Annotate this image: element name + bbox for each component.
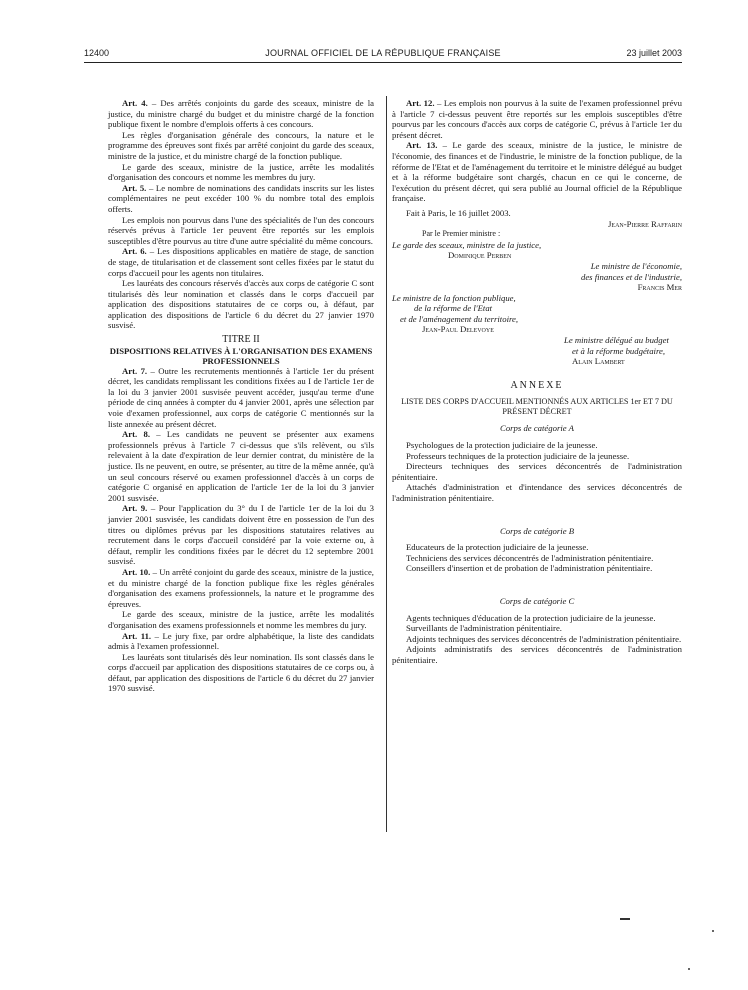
spacer bbox=[392, 504, 682, 520]
article-10: Art. 10. – Un arrêté conjoint du garde des sceaux, ministre de la justice, et du ministre chargé de la fonction publique fixe les règles générales d'organisation des examens professionnels, la nature et le programme des épreuves. bbox=[108, 566, 374, 609]
left-column bbox=[108, 98, 374, 694]
garde-name: Dominique Perben bbox=[448, 250, 512, 261]
page-number: 12400 bbox=[84, 48, 110, 58]
category-b-item: Conseillers d'insertion et de probation de l'administration pénitentiaire. bbox=[406, 563, 653, 574]
fp-title-3: et de l'aménagement du territoire, bbox=[400, 313, 519, 324]
header-rule bbox=[84, 62, 682, 63]
category-c-heading: Corps de catégorie C bbox=[499, 595, 575, 606]
category-a-item: Attachés d'administration et d'intendance des services déconcentrés de l'administration pénitentiaire. bbox=[392, 482, 682, 503]
signature-prime-minister: Jean-Pierre Raffarin bbox=[608, 218, 682, 229]
scan-speck bbox=[620, 918, 630, 920]
article-4-paragraph-2: Les règles d'organisation générale des concours, la nature et le programme des épreuves sont fixés par arrêté conjoint du garde des sceaux, ministre de la justice, et du ministre chargé de la fonction publique. bbox=[108, 129, 374, 161]
article-4: Art. 4. – Des arrêtés conjoints du garde des sceaux, ministre de la justice, du ministre chargé du budget et du ministre chargé de la fonction publique fixent le nombre d'emplois offerts à ces concours. bbox=[108, 98, 374, 130]
category-a-item: Psychologues de la protection judiciaire de la jeunesse. bbox=[406, 440, 598, 451]
scan-speck bbox=[688, 968, 690, 970]
category-a-item: Directeurs techniques des services déconcentrés de l'administration pénitentiaire. bbox=[392, 461, 682, 482]
category-c-item: Surveillants de l'administration pénitentiaire. bbox=[406, 623, 562, 634]
article-4-paragraph-3: Le garde des sceaux, ministre de la justice, arrête les modalités d'organisation des concours et nomme les membres du jury. bbox=[108, 161, 374, 183]
category-a-item: Professeurs techniques de la protection judiciaire de la jeunesse. bbox=[406, 450, 630, 461]
spacer bbox=[392, 574, 682, 590]
article-6-paragraph-2: Les lauréats des concours réservés d'accès aux corps de catégorie C sont titularisés dès leur nomination et classés dans le corps d'accueil par application des dispositions statutaires de ce corps ou, à défaut, par application des dispositions de l'article 6 du décret du 27 janvier 1970 susvisé. bbox=[108, 278, 374, 331]
signing-place-date: Fait à Paris, le 16 juillet 2003. bbox=[406, 207, 511, 218]
article-10-paragraph-2: Le garde des sceaux, ministre de la justice, arrête les modalités d'organisation des examens professionnels et nomme les membres du jury. bbox=[108, 609, 374, 630]
scan-speck bbox=[712, 930, 714, 932]
fp-title-1: Le ministre de la fonction publique, bbox=[392, 292, 516, 303]
eco-title-2: des finances et de l'industrie, bbox=[580, 271, 682, 282]
annexe-subtitle: LISTE DES CORPS D'ACCUEIL MENTIONNÉS AUX ARTICLES 1er ET 7 DU PRÉSENT DÉCRET bbox=[401, 397, 673, 417]
article-13: Art. 13. – Le garde des sceaux, ministre de la justice, le ministre de l'économie, des finances et de l'industrie, le ministre de la fonction publique, de la réforme de l'Etat et de l'aménagement du territoire et le ministre délégué au budget et à la réforme budgétaire sont chargés, chacun en ce qui le concerne, de l'exécution du présent décret, qui sera publié au Journal officiel de la République française. bbox=[392, 140, 683, 204]
article-6: Art. 6. – Les dispositions applicables en matière de stage, de sanction de stage, de titularisation et de classement sont celles fixées par le statut du corps d'accueil pour les agents non titulaires. bbox=[108, 246, 374, 278]
article-5-paragraph-2: Les emplois non pourvus dans l'une des spécialités de l'un des concours réservés prévus à l'article 1er peuvent être reportés sur les emplois susceptibles d'être pourvus au titre d'une autre spécialité du même concours. bbox=[108, 214, 374, 246]
journal-title: JOURNAL OFFICIEL DE LA RÉPUBLIQUE FRANÇAISE bbox=[265, 48, 501, 58]
budget-title-2: et à la réforme budgétaire, bbox=[572, 345, 666, 356]
page-header bbox=[84, 48, 682, 62]
fp-title-2: de la réforme de l'Etat bbox=[414, 303, 493, 314]
eco-name: Francis Mer bbox=[637, 282, 682, 293]
article-11-paragraph-2: Les lauréats sont titularisés dès leur nomination. Ils sont classés dans le corps d'accueil par application des dispositions statutaires de ce corps ou, à défaut, par application des dispositions de l'article 6 du décret du 27 janvier 1970 susvisé. bbox=[108, 651, 374, 694]
article-9: Art. 9. – Pour l'application du 3° du I de l'article 1er de la loi du 3 janvier 2001 susvisée, les candidats doivent être en possession de l'un des titres ou diplômes prévus par les dispositions statutaires relatives au recrutement dans le corps d'accueil considéré par la voie externe ou, à défaut, remplir les conditions fixées par le décret du 12 septembre 2001 susvisé. bbox=[108, 503, 374, 567]
article-5: Art. 5. – Le nombre de nominations des candidats inscrits sur les listes complémentaires ne peut excéder 100 % du nombre total des emplois offerts. bbox=[108, 182, 374, 214]
category-c-item: Agents techniques d'éducation de la protection judiciaire de la jeunesse. bbox=[406, 612, 656, 623]
article-11: Art. 11. – Le jury fixe, par ordre alphabétique, la liste des candidats admis à l'examen professionnel. bbox=[108, 630, 374, 652]
category-a-heading: Corps de catégorie A bbox=[500, 423, 574, 434]
garde-title: Le garde des sceaux, ministre de la justice, bbox=[392, 239, 542, 250]
right-column bbox=[392, 98, 682, 666]
eco-title-1: Le ministre de l'économie, bbox=[590, 260, 682, 271]
article-12: Art. 12. – Les emplois non pourvus à la suite de l'examen professionnel prévu à l'article 7 ci-dessus peuvent être reportés sur les emplois susceptibles d'être pourvus par les concours d'accès aux corps de catégorie C, prévus à l'article 1er du présent décret. bbox=[392, 98, 682, 140]
article-8: Art. 8. – Les candidats ne peuvent se présenter aux examens professionnels prévus à l'article 7 ci-dessus que s'ils relèvent, ou s'ils relevaient à la date d'expiration de leur dernier contrat, du ministère de la justice. Ils ne peuvent, en outre, se présenter, au titre de la même année, qu'à un seul concours réservé ou examen professionnel d'accès à un corps de catégorie C organisé en application de l'article 1er de la loi du 3 janvier 2001 susvisée. bbox=[108, 429, 374, 503]
fp-name: Jean-Paul Delevoye bbox=[422, 324, 494, 335]
section-subtitle: DISPOSITIONS RELATIVES À L'ORGANISATION DES EXAMENS PROFESSIONNELS bbox=[109, 345, 373, 366]
by-prime-minister: Par le Premier ministre : bbox=[422, 229, 501, 239]
category-b-item: Techniciens des services déconcentrés de l'administration pénitentiaire. bbox=[406, 552, 654, 563]
budget-name: Alain Lambert bbox=[572, 356, 625, 367]
category-c-item: Adjoints administratifs des services déconcentrés de l'administration pénitentiaire. bbox=[392, 644, 682, 665]
category-b-item: Educateurs de la protection judiciaire de la jeunesse. bbox=[406, 542, 589, 553]
annexe-heading: ANNEXE bbox=[510, 379, 564, 391]
category-c-item: Adjoints techniques des services déconcentrés de l'administration pénitentiaire. bbox=[406, 633, 682, 644]
section-title: TITRE II bbox=[222, 334, 260, 346]
article-7: Art. 7. – Outre les recrutements mentionnés à l'article 1er du présent décret, les candidats remplissant les conditions fixées au I de l'article 1er de la loi du 3 janvier 2001 susvisée peuvent accéder, jusqu'au terme d'une période de cinq années à compter du 4 janvier 2001, après une sélection par voie d'examen professionnel, aux corps de catégorie C mentionnés sur la liste annexée au présent décret. bbox=[108, 365, 374, 429]
column-divider bbox=[386, 96, 387, 832]
category-b-heading: Corps de catégorie B bbox=[499, 525, 575, 536]
issue-date: 23 juillet 2003 bbox=[626, 48, 682, 58]
budget-title-1: Le ministre délégué au budget bbox=[564, 335, 669, 346]
